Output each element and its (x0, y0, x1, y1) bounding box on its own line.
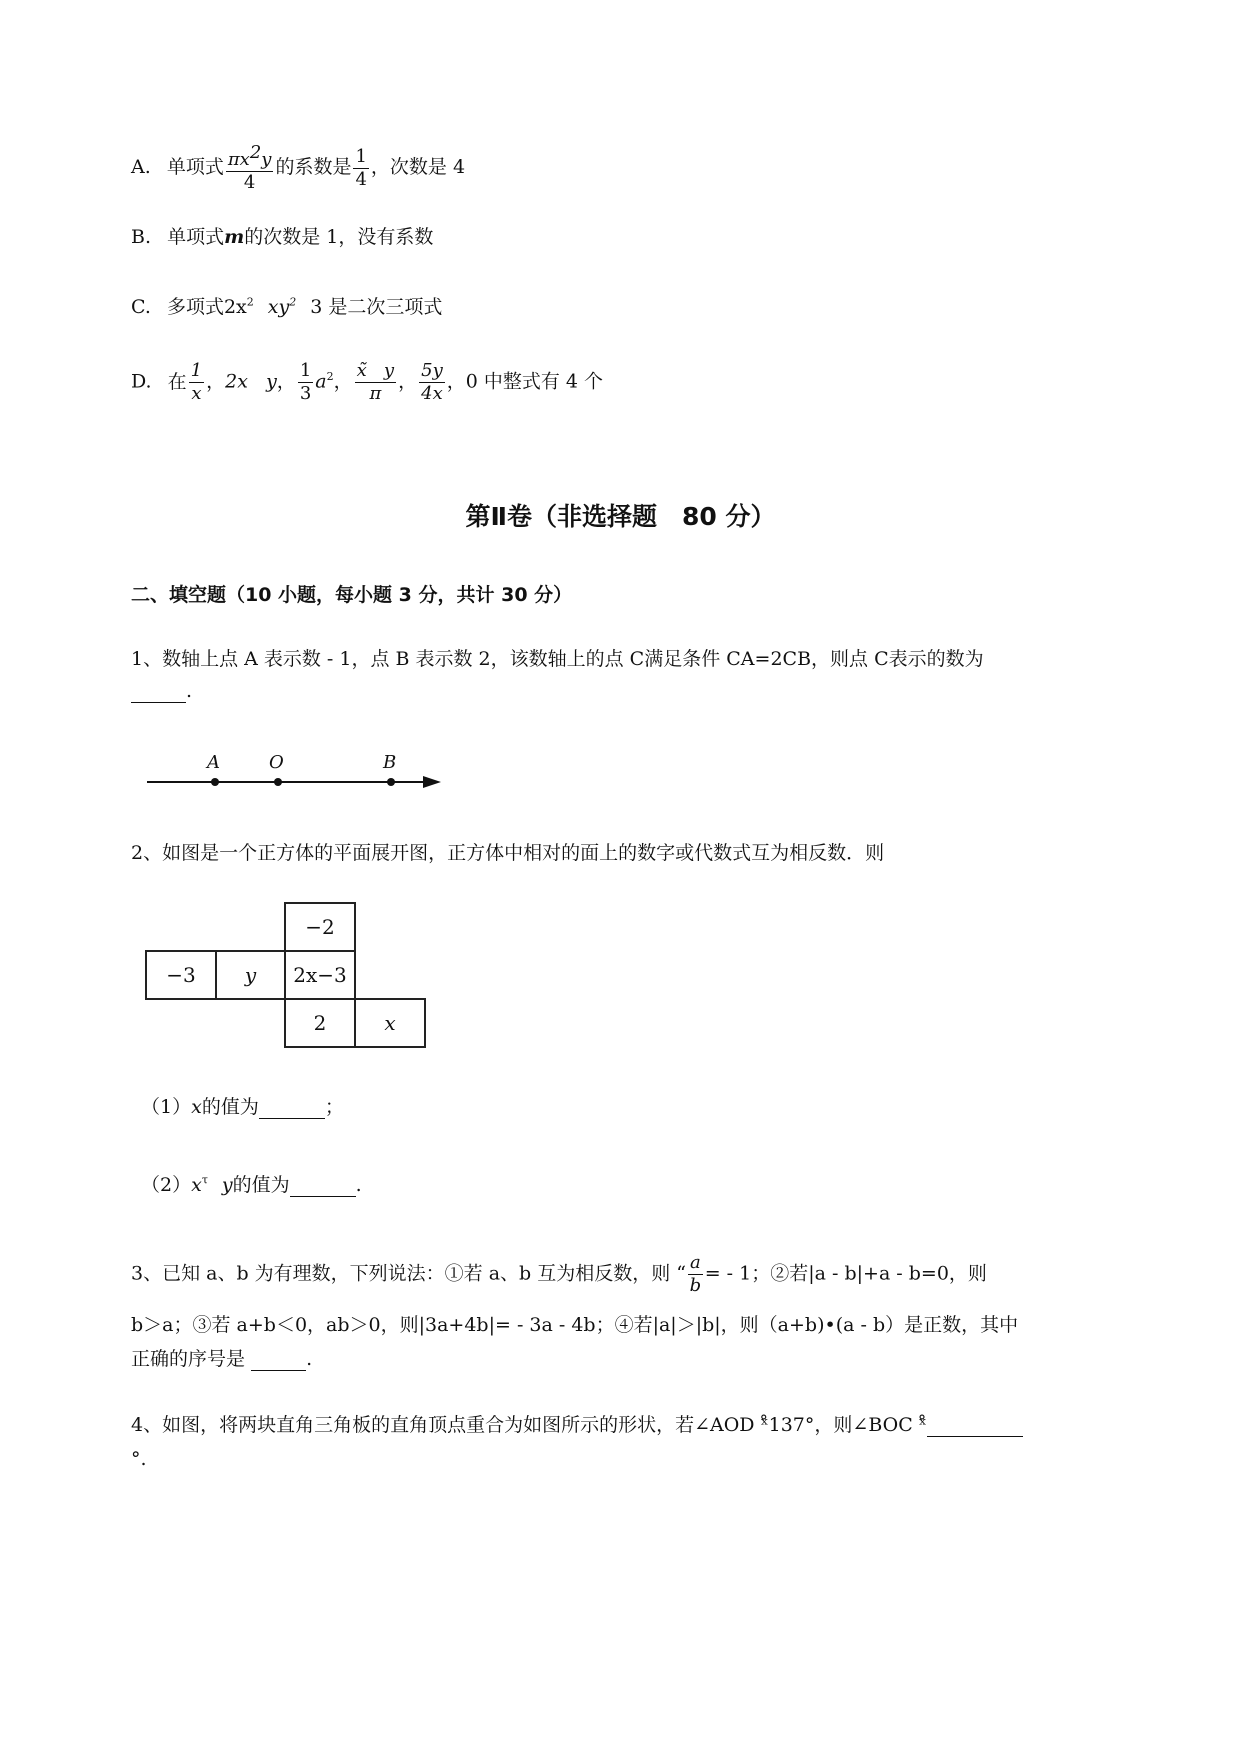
option-text: 多项式 (166, 296, 224, 318)
fraction: $\frac{1}{4}$ (355, 145, 367, 190)
option-d: D. 在 $\frac{1}{x}$ ，2x y， $\frac{1}{3}$ $a^2$， $\frac{x̃ y}{\pi}$ ， $\frac{5y}{4x}$ ，0 中整式有 4 个 (131, 360, 604, 404)
expression: 2x y (225, 370, 277, 393)
question-2-text: 2、如图是一个正方体的平面展开图，正方体中相对的面上的数字或代数式互为相反数．则 (131, 842, 885, 864)
option-a (131, 142, 465, 194)
option-text: ，0 中整式有 4 个 (446, 370, 604, 393)
answer-blank[interactable] (251, 1348, 306, 1371)
net-cell-bottom: 2 (284, 998, 356, 1048)
answer-blank[interactable] (290, 1174, 356, 1197)
option-label: C. (131, 296, 151, 318)
option-label: D. (131, 370, 152, 393)
question-4-line-2: °. (131, 1448, 147, 1470)
variable: x (191, 1174, 202, 1196)
question-1-text: 1、数轴上点 A 表示数 - 1，点 B 表示数 2，该数轴上的点 C满足条件 CA=2CB，则点 C表示的数为 (131, 648, 984, 670)
answer-blank[interactable] (927, 1414, 1023, 1437)
section-title: 第Ⅱ卷（非选择题 80 分） (465, 502, 776, 531)
option-text: 3 是二次三项式 (310, 296, 443, 318)
point-b (387, 778, 395, 786)
net-cell-center: 2x−3 (284, 950, 356, 1000)
option-label: A. (131, 156, 151, 178)
option-c (131, 292, 442, 319)
option-text: 单项式 (167, 226, 225, 248)
question-3-line-2: b＞a；③若 a+b＜0，ab＞0，则|3a+4b|= - 3a - 4b；④若|a|＞|b|，则（a+b)•(a - b）是正数，其中 (131, 1314, 1019, 1336)
polynomial-term: $2x^2$ (223, 295, 254, 318)
variable: y (221, 1174, 233, 1196)
arrow-right-icon (423, 776, 441, 788)
fraction: $\frac{a}{b}$ (689, 1252, 702, 1296)
option-text: 的系数是 (275, 156, 352, 178)
question-1-answer: . (131, 680, 192, 703)
part-header: 二、填空题（10 小题，每小题 3 分，共计 30 分） (131, 584, 573, 606)
option-label: B. (131, 226, 152, 248)
option-b (131, 222, 433, 249)
answer-blank[interactable] (259, 1096, 325, 1119)
label-a: A (207, 752, 220, 773)
number-line (125, 748, 455, 798)
fraction: $\frac{\pi x2y}{4}$ (227, 142, 272, 193)
option-text: 在 (167, 370, 187, 393)
variable: x (191, 1096, 202, 1118)
label-o: O (269, 752, 284, 773)
option-text: ，次数是 4 (370, 156, 466, 178)
answer-blank[interactable] (131, 680, 186, 703)
fraction: $\frac{1}{3}$ (299, 360, 312, 404)
point-a (211, 778, 219, 786)
question-3-line-3: 正确的序号是 . (131, 1348, 313, 1370)
fraction: $\frac{1}{x}$ (190, 360, 203, 404)
option-text: 的次数是 1，没有系数 (244, 226, 434, 248)
question-2-sub-2: $(2)x^\tau$ y的值为 . (141, 1173, 362, 1196)
question-2-sub-1: （1）x的值为 ； (141, 1096, 344, 1118)
label-b: B (383, 752, 397, 773)
variable: m (224, 226, 245, 248)
net-cell-left: −3 (145, 950, 217, 1000)
net-cell-top: −2 (284, 902, 356, 952)
fraction: $\frac{5y}{4x}$ (421, 360, 443, 404)
option-text: 单项式 (166, 156, 224, 178)
net-cell-right: x (354, 998, 426, 1048)
polynomial-term: $xy^2$ (267, 295, 297, 318)
variable: a (315, 370, 327, 393)
net-cell-mid: y (215, 950, 286, 1000)
point-o (274, 778, 282, 786)
fraction: $\frac{x̃ y}{\pi}$ (356, 360, 395, 404)
question-3-line-1: 3、已知 a、b 为有理数，下列说法：①若 a、b 互为相反数，则 “ $\frac{a}{b}$ = - 1；②若|a - b|+a - b=0，则 (131, 1252, 987, 1296)
question-4-line-1: 4、如图，将两块直角三角板的直角顶点重合为如图所示的形状，若∠AOD ˣ̊137°，则∠BOC ˣ̊ (131, 1410, 1023, 1437)
